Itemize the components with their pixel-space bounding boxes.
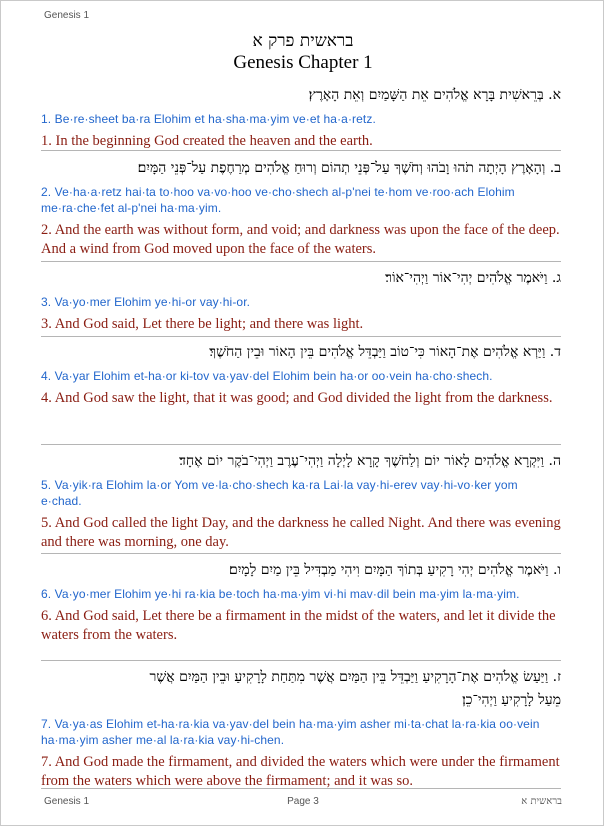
verse-transliteration: 2. Ve·ha·a·retz hai·ta to·hoo va·vo·hoo ve·cho·shech al‑p'nei te·hom ve·roo·ach Elohim me·ra·che·fet al‑p'nei ha·ma·yim. [41, 185, 515, 215]
verse-transliteration: 4. Va·yar Elohim et‑ha·or ki‑tov va·yav·del Elohim bein ha·or oo·vein ha·cho·shech. [41, 369, 493, 383]
verse-english: 5. And God called the light Day, and the darkness he called Night. And there was evening and there was morning, one day. [41, 515, 561, 550]
verse-hebrew: ד. וַיַּרְא אֱלֹהִים אֶת־הָאוֹר כִּי־טוֹב וַיַּבְדֵּל אֱלֹהִים בֵּין הָאוֹר וּבֵין הַחֹשֶׁךְ׃ [209, 344, 561, 360]
verse-english: 6. And God said, Let there be a firmament in the midst of the waters, and let it divide the waters from the waters. [41, 608, 556, 643]
verse-hebrew-line-2: מֵעַל לָרָקִיעַ וַיְהִי־כֵן׃ [462, 692, 561, 708]
verse-english: 3. And God said, Let there be light; and there was light. [41, 316, 364, 332]
verse-hebrew: א. בְּרֵאשִׁית בָּרָא אֱלֹהִים אֵת הַשָּׁמַיִם וְאֵת הָאָרֶץ׃ [308, 87, 561, 103]
verse-hebrew: ג. וַיֹּאמֶר אֱלֹהִים יְהִי־אוֹר וַיְהִי־אוֹר׃ [385, 270, 561, 286]
verse-4 [41, 341, 561, 408]
footer-page-number: Page 3 [287, 796, 319, 807]
footer-book: Genesis 1 [44, 796, 90, 807]
verse-hebrew: ה. וַיִּקְרָא אֱלֹהִים לָאוֹר יוֹם וְלַחֹשֶׁךְ קָרָא לָיְלָה וַיְהִי־עֶרֶב וַיְהִי־בֹקֶר יוֹם אֶחָד׃ [179, 453, 561, 469]
verse-divider [41, 261, 561, 262]
verse-1 [41, 84, 561, 151]
verse-5 [41, 450, 561, 552]
verse-hebrew-line-1: ז. וַיַּעַשׂ אֱלֹהִים אֶת־הָרָקִיעַ וַיַּבְדֵּל בֵּין הַמַּיִם אֲשֶׁר מִתַּחַת לָרָקִיעַ וּבֵין הַמַּיִם אֲשֶׁר [149, 669, 561, 685]
verse-divider [41, 553, 561, 554]
verse-transliteration: 1. Be·re·sheet ba·ra Elohim et ha·sha·ma·yim ve·et ha·a·retz. [41, 112, 376, 126]
verse-transliteration: 6. Va·yo·mer Elohim ye·hi ra·kia be·toch ha·ma·yim vi·hi mav·dil bein ma·yim la·ma·yim. [41, 587, 520, 601]
verse-english: 1. In the beginning God created the heaven and the earth. [41, 133, 373, 149]
verse-divider [41, 336, 561, 337]
verse-english: 2. And the earth was without form, and void; and darkness was upon the face of the deep. And a wind from God moved upon the face of the waters. [41, 222, 560, 257]
verse-transliteration: 3. Va·yo·mer Elohim ye·hi‑or vay·hi‑or. [41, 295, 251, 309]
verse-hebrew: ו. וַיֹּאמֶר אֱלֹהִים יְהִי רָקִיעַ בְּתוֹךְ הַמָּיִם וִיהִי מַבְדִּיל בֵּין מַיִם לָמָיִם׃ [228, 562, 561, 578]
footer-hebrew-book: בראשית א [521, 796, 562, 807]
verse-6 [41, 559, 561, 645]
verse-divider [41, 660, 561, 661]
verse-transliteration: 7. Va·ya·as Elohim et‑ha·ra·kia va·yav·del bein ha·ma·yim asher mi·ta·chat la·ra·kia oo·vein ha·ma·yim asher me·al la·ra·kia vay·hi‑chen. [41, 717, 540, 747]
footer-divider [41, 788, 561, 789]
verse-english: 4. And God saw the light, that it was good; and God divided the light from the darkness. [41, 390, 553, 406]
verse-divider [41, 444, 561, 445]
chapter-title-hebrew: בראשית פרק א [252, 31, 354, 51]
page-footer [44, 796, 562, 810]
verse-english: 7. And God made the firmament, and divided the waters which were under the firmament from the waters which were above the firmament; and it was so. [41, 754, 560, 789]
chapter-title [0, 30, 606, 74]
verse-2 [41, 157, 561, 259]
chapter-title-english: Genesis Chapter 1 [233, 52, 373, 73]
verse-7 [41, 666, 561, 791]
verse-3 [41, 267, 561, 334]
verse-transliteration: 5. Va·yik·ra Elohim la·or Yom ve·la·cho·shech ka·ra Lai·la vay·hi‑erev vay·hi‑vo·ker yom e·chad. [41, 478, 518, 508]
verse-hebrew: ב. וְהָאָרֶץ הָיְתָה תֹהוּ וָבֹהוּ וְחֹשֶׁךְ עַל־פְּנֵי תְהוֹם וְרוּחַ אֱלֹהִים מְרַחֶפֶת עַל־פְּנֵי הַמָּיִם׃ [137, 160, 561, 176]
verse-divider [41, 150, 561, 151]
running-header: Genesis 1 [44, 10, 90, 21]
